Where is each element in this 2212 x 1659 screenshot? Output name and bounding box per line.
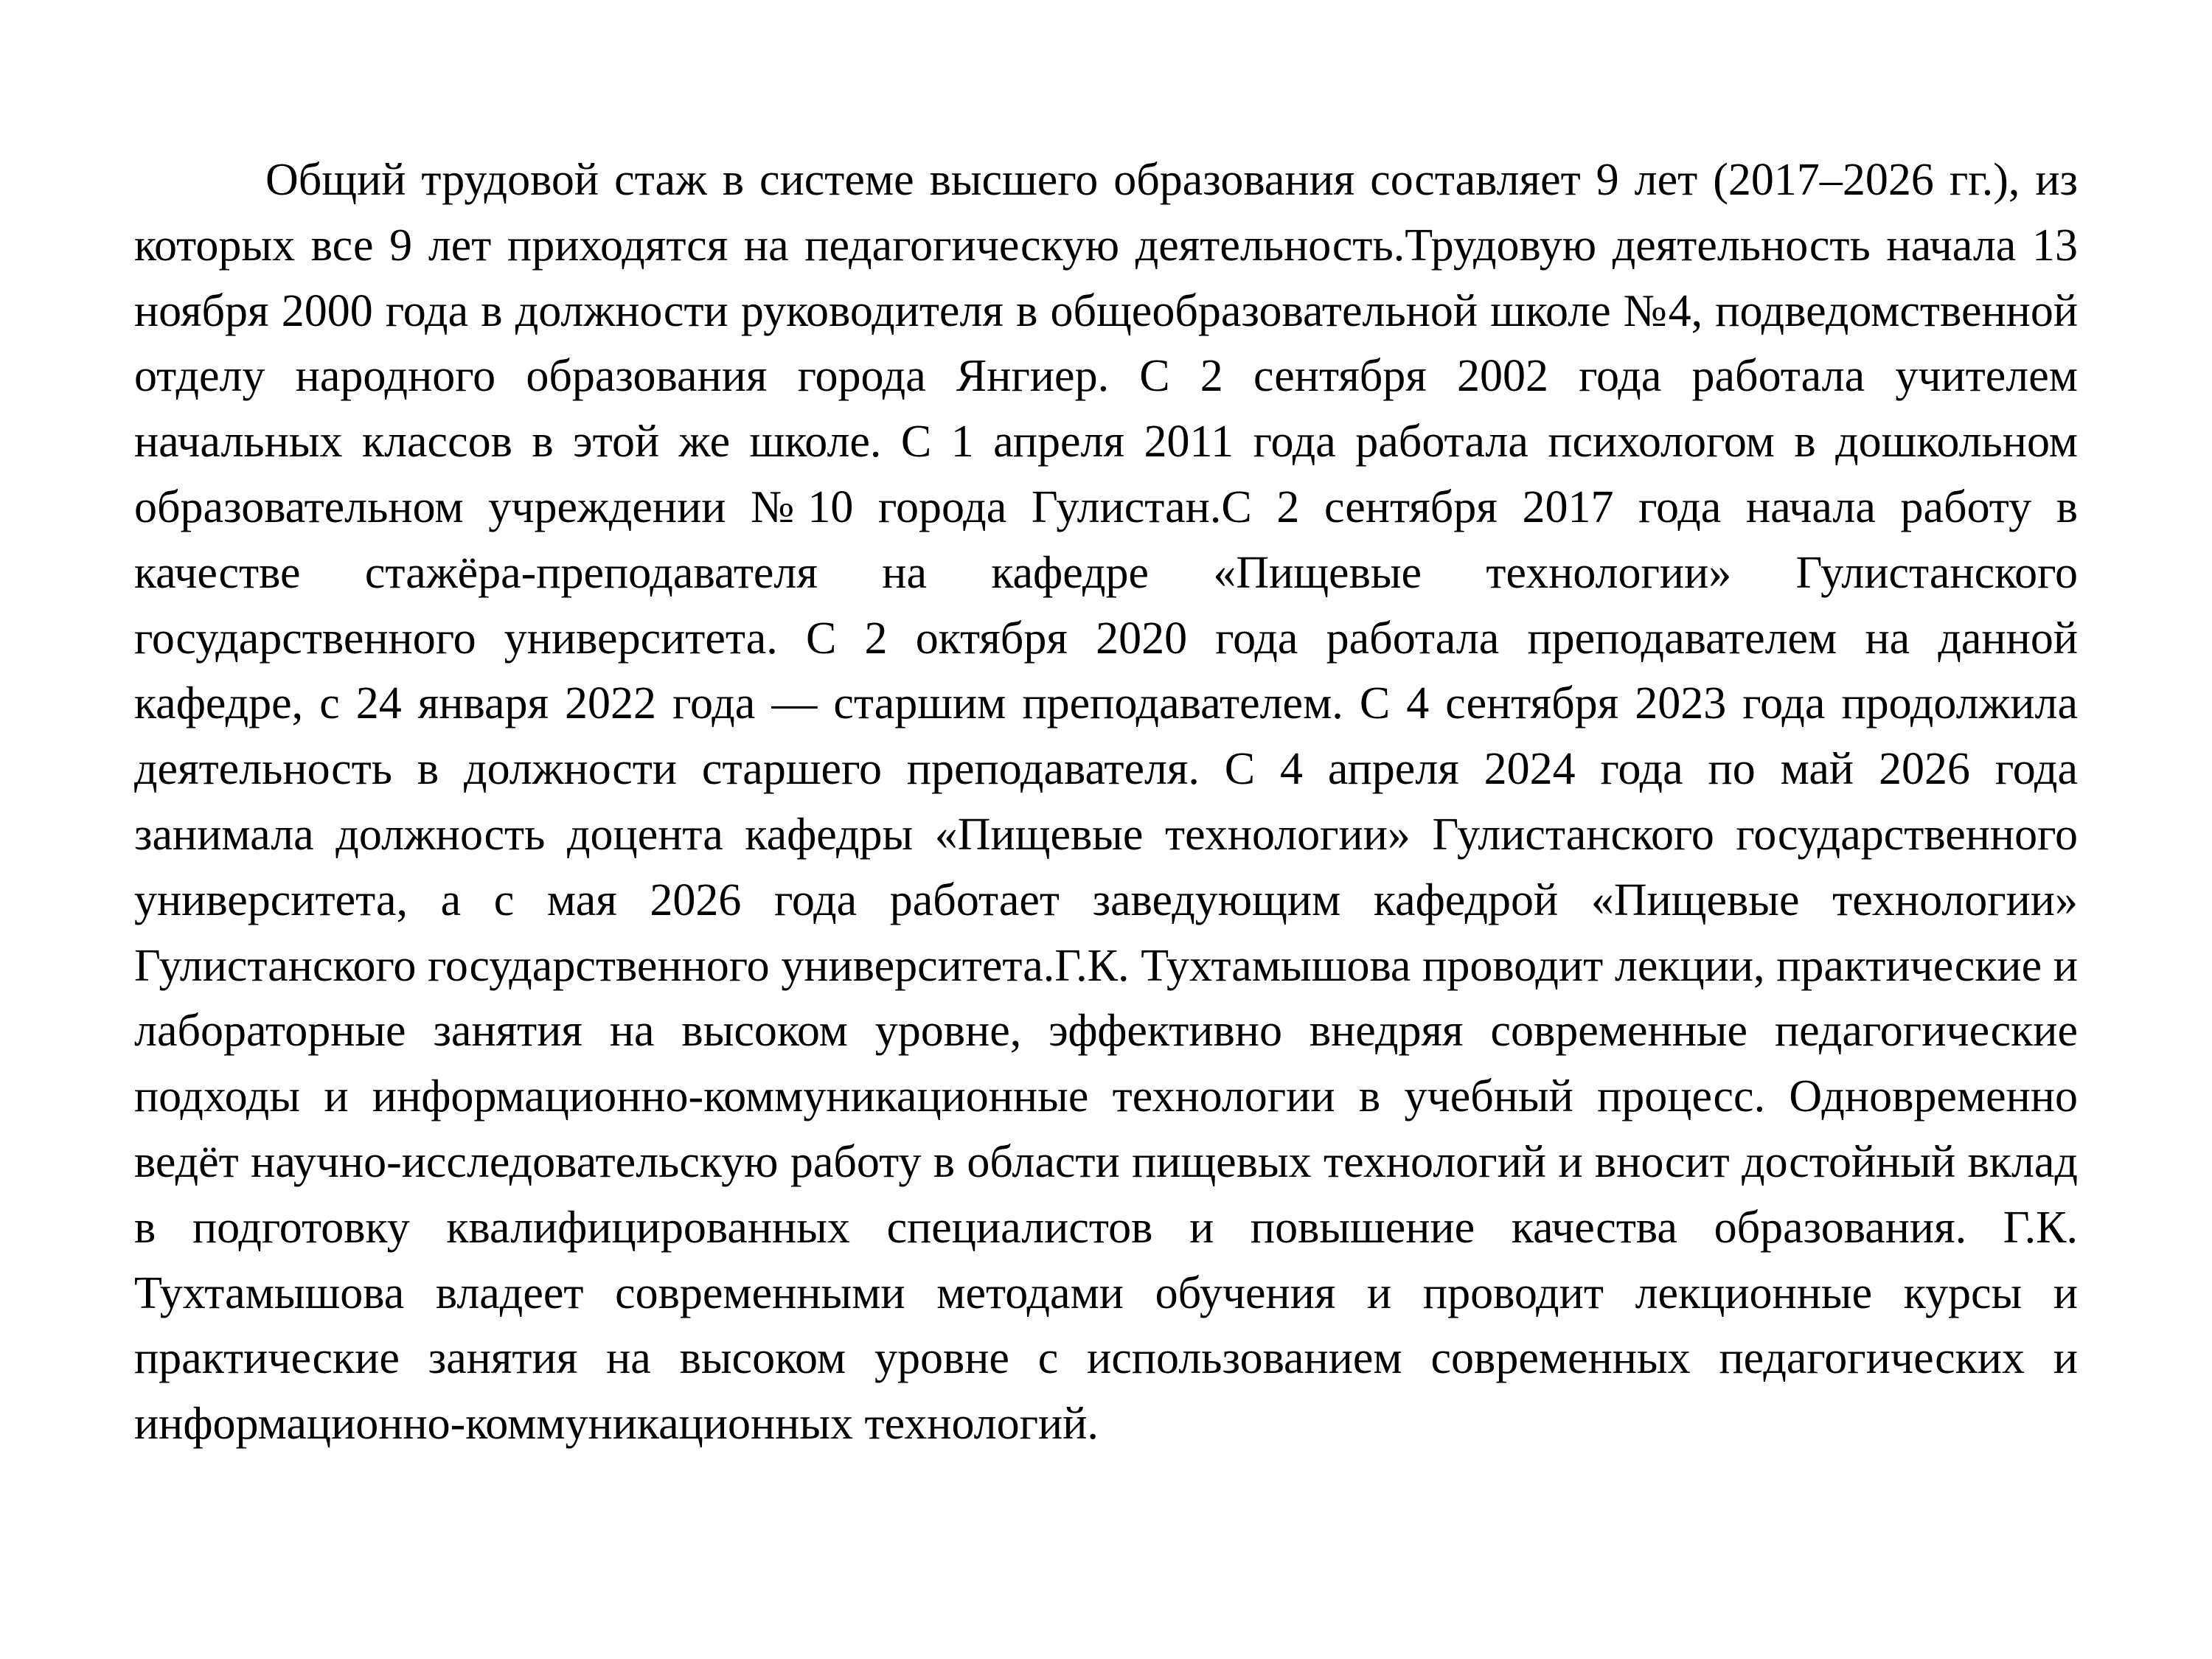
body-paragraph: Общий трудовой стаж в системе высшего образования составляет 9 лет (2017–2026 гг.), из которых все 9 лет приходятся на педагогическую деятельность.Трудовую деятельность начала 13 ноября 2000 года в должности руководителя в общеобразовательной школе №4, подведомственной отделу народного образования города Янгиер. С 2 сентября 2002 года работала учителем начальных классов в этой же школе. С 1 апреля 2011 года работала психологом в дошкольном образовательном учреждении №10 города Гулистан.С 2 сентября 2017 года начала работу в качестве стажёра-преподавателя на кафедре «Пищевые технологии» Гулистанского государственного университета. С 2 октября 2020 года работала преподавателем на данной кафедре, с 24 января 2022 года — старшим преподавателем. С 4 сентября 2023 года продолжила деятельность в должности старшего преподавателя. С 4 апреля 2024 года по май 2026 года занимала должность доцента кафедры «Пищевые технологии» Гулистанского государственного университета, а с мая 2026 года работает заведующим кафедрой «Пищевые технологии» Гулистанского государственного университета.Г.К. Тухтамышова проводит лекции, практические и лабораторные занятия на высоком уровне, эффективно внедряя современные педагогические подходы и информационно-коммуникационные технологии в учебный процесс. Одновременно ведёт научно-исследовательскую работу в области пищевых технологий и вносит достойный вклад в подготовку квалифицированных специалистов и повышение качества образования. Г.К. Тухтамышова владеет современными методами обучения и проводит лекционные курсы и практические занятия на высоком уровне с использованием современных педагогических и информационно-коммуникационных технологий. <box>134 155 2078 1450</box>
